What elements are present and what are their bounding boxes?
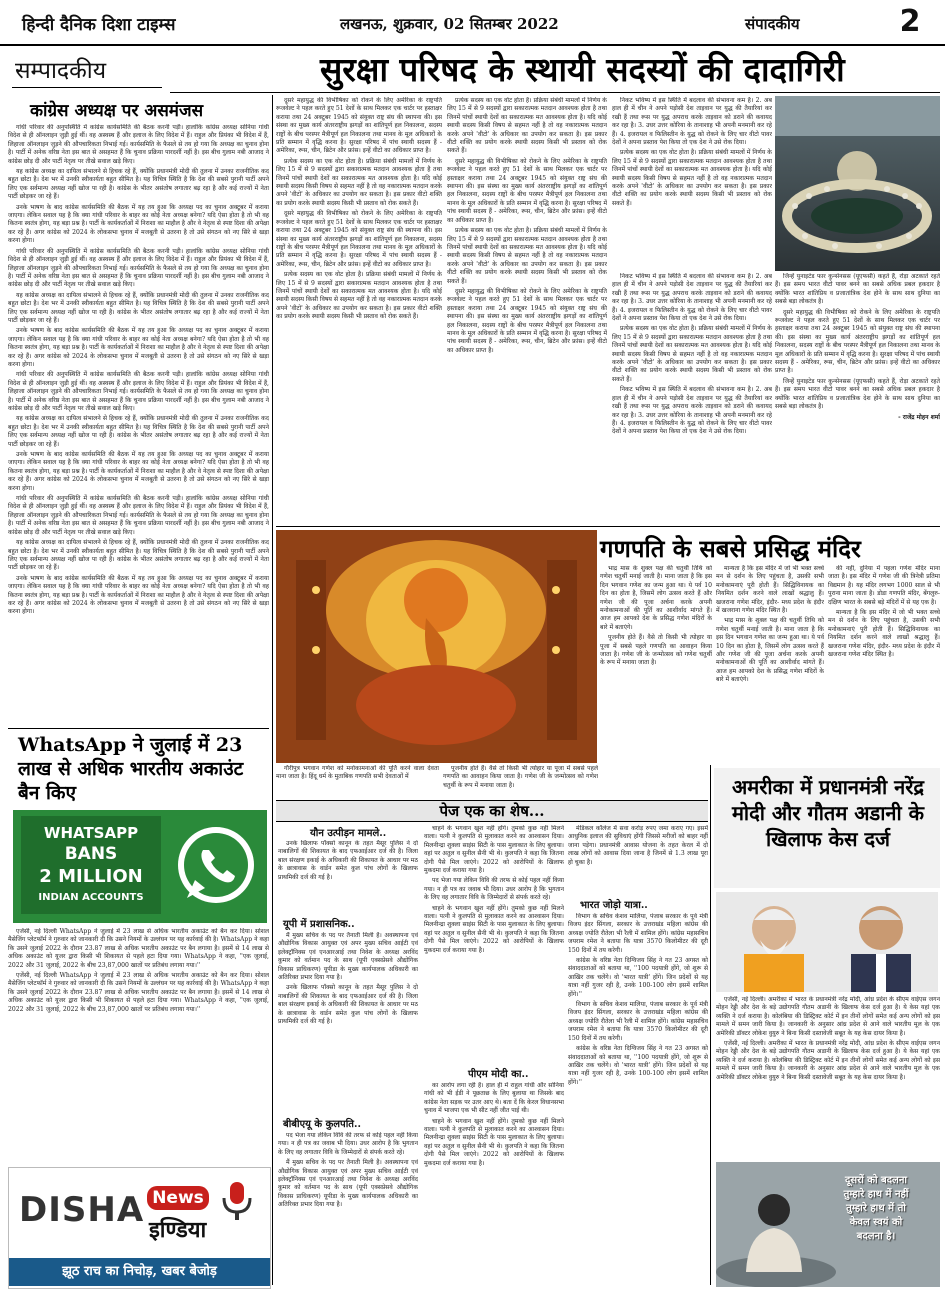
whatsapp-logo-icon [173, 822, 259, 908]
ad-brand: DISHA [19, 1190, 145, 1230]
column-divider [710, 765, 711, 1285]
paragraph: भाद्र मास के शुक्ल पक्ष की चतुर्थी तिथि को गणेश चतुर्थी मनाई जाती है। माना जाता है कि इस दिन भगवान गणेश का जन्म हुआ था। ये पर्व 10 दिन का होता है, जिसमें लोग उत्सव करते हैं और गणेश जी की पूजा अर्चना करके अपनी मनोकामनाओं की पूर्ति का आशीर्वाद मांगते हैं। आज हम आपको देश के प्रसिद्ध गणेश मंदिरों के बारे में बताएंगे। [600, 565, 712, 631]
banner-count: 2 MILLION [39, 866, 143, 887]
divider [12, 87, 162, 88]
paragraph: उनके खिलाफ पॉक्सो कानून के तहत मैसूर पुलिस ने दो नाबालिगों की शिकायत के बाद एफआईआर दर्ज की है। जिला बाल संरक्षण इकाई के अधिकारी की शिकायत के आधार पर मठ के छात्रावास के वार्डन समेत कुल पांच लोगों के खिलाफ प्राथमिकी दर्ज की गई है। [278, 840, 418, 881]
ganpati-photo-caption [276, 765, 439, 798]
paragraph: जिन्हें युनाइटेड फार कुन्सेनसस (यूएफसी) कहते हैं, रोड़ा अटकाते रहते हैं। इस समय भारत वीटो पावर बनने का सबसे अधिक प्रबल हकदार है क्योंकि भारत शांतिप्रिय व प्रजातांत्रिक देश होने के साथ साथ दुनिया का सबसे बड़ा लोकतंत्र है। [775, 273, 940, 306]
paragraph: उनके भाषण के बाद कांग्रेस कार्यसमिति की बैठक में यह तय हुआ कि अध्यक्ष पद का चुनाव अक्टूबर में कराया जाएगा। लेकिन सवाल यह है कि क्या गांधी परिवार के बाहर का कोई नेता अध्यक्ष बनेगा? यदि ऐसा होता है तो भी वह कितना स्वतंत्र होगा, यह बड़ा प्रश्न है। पार्टी के कार्यकर्ताओं में निराशा का माहौल है और वे नेतृत्व से स्पष्ट दिशा की अपेक्षा कर रहे हैं। अगर कांग्रेस को 2024 के लोकसभा चुनाव में मजबूती से उतरना है तो उसे संगठन को नए सिरे से खड़ा करना होगा। [8, 327, 269, 368]
disha-news-ad [8, 1167, 271, 1289]
quote-line: तुम्हारे हाथ में नहीं [843, 1189, 909, 1200]
paragraph: जिन्हें युनाइटेड फार कुन्सेनसस (यूएफसी) कहते हैं, रोड़ा अटकाते रहते हैं। इस समय भारत वीटो पावर बनने का सबसे अधिक प्रबल हकदार है क्योंकि भारत शांतिप्रिय व प्रजातांत्रिक देश होने के साथ साथ दुनिया का सबसे बड़ा लोकतंत्र है। [775, 377, 940, 411]
ad-tagline-bar [9, 1258, 270, 1286]
modi-adani-headline-box [714, 768, 940, 888]
byline: - राजेंद्र मोहन शर्मा [898, 413, 940, 421]
banner-text-box [21, 816, 161, 914]
ad-news-badge [147, 1186, 209, 1210]
ganpati-col-3 [828, 565, 940, 763]
shesh-article [568, 913, 708, 1287]
banner-sub: INDIAN ACCOUNTS [38, 892, 144, 903]
subheading: यूपी में प्रशासनिक.. [283, 919, 355, 930]
microphone-icon [214, 1178, 259, 1223]
ganpati-col-2 [716, 565, 824, 763]
paragraph: उनके भाषण के बाद कांग्रेस कार्यसमिति की बैठक में यह तय हुआ कि अध्यक्ष पद का चुनाव अक्टूबर में कराया जाएगा। लेकिन सवाल यह है कि क्या गांधी परिवार के बाहर का कोई नेता अध्यक्ष बनेगा? यदि ऐसा होता है तो भी वह कितना स्वतंत्र होगा, यह बड़ा प्रश्न है। पार्टी के कार्यकर्ताओं में निराशा का माहौल है और वे नेतृत्व से स्पष्ट दिशा की अपेक्षा कर रहे हैं। अगर कांग्रेस को 2024 के लोकसभा चुनाव में मजबूती से उतरना है तो उसे संगठन को नए सिरे से खड़ा करना होगा। [8, 203, 269, 245]
paragraph: मान्यता है कि इस मंदिर में जो भी भक्त सच्चे मन से दर्शन के लिए पहुंचता है, उसकी सभी मनोकामनाएं पूरी होती हैं। सिद्धिविनायक का नियमित दर्शन करने वाले लाखों श्रद्धालु हैं। खजराना गणेश मंदिर, इंदौर- मध्य प्रदेश के इंदौर में खजराना गणेश मंदिर स्थित है। [716, 565, 824, 615]
subheading: पीएम मोदी का.. [468, 1069, 529, 1080]
paragraph: प्रत्येक सदस्य का एक वोट होता है। प्रक्रिया संबंधी मामलों में निर्णय के लिए 15 में से 9 सदस्यों द्वारा सकारात्मक मतदान आवश्यक होता है तथा जिनमें पांचों स्थायी देशों का सकारात्मक मत आवश्यक होता है। यदि कोई स्थायी सदस्य किसी विषय से सहमत नहीं है तो वह नकारात्मक मतदान करके अपने 'वीटो' के अधिकार का उपयोग कर सकता है। इस प्रकार वीटो शक्ति का प्रयोग करके स्थायी सदस्य किसी भी प्रस्ताव को रोक सकते हैं। [612, 325, 772, 383]
paragraph: उनके भाषण के बाद कांग्रेस कार्यसमिति की बैठक में यह तय हुआ कि अध्यक्ष पद का चुनाव अक्टूबर में कराया जाएगा। लेकिन सवाल यह है कि क्या गांधी परिवार के बाहर का कोई नेता अध्यक्ष बनेगा? यदि ऐसा होता है तो भी वह कितना स्वतंत्र होगा, यह बड़ा प्रश्न है। पार्टी के कार्यकर्ताओं में निराशा का माहौल है और वे नेतृत्व से स्पष्ट दिशा की अपेक्षा कर रहे हैं। अगर कांग्रेस को 2024 के लोकसभा चुनाव में मजबूती से उतरना है तो उसे संगठन को नए सिरे से खड़ा करना होगा। [8, 451, 269, 492]
paragraph: एजेंसी, नई दिल्ली। अमरीका में भारत के प्रधानमंत्री नरेंद्र मोदी, आंध्र प्रदेश के सीएम वाईएस जगन मोहन रेड्डी और देश के बड़े उद्योगपति गौतम अडानी के खिलाफ केस दर्ज हुआ है। ये केस यहां एक व्यक्ति ने दर्ज कराया है। कोलंबिया की डिस्ट्रिक्ट कोर्ट में इन तीनों लोगों समेत कई अन्य लोगों को इस मामले में समन जारी किया है। जानकारी के अनुसार आंध्र प्रदेश से आने वाले भारतीय मूल के एक अमेरिकी डॉक्टर लोकेश वुयुरु ने बिना किसी दस्तावेजी सबूत के यह केस दायर किया है। [716, 1040, 940, 1081]
paragraph: गांधी परिवार की अनुपस्थिति में कांग्रेस कार्यसमिति की बैठक करनी पड़ी। हालांकि कांग्रेस अध्यक्ष सोनिया गांधी विदेश से ही ऑनलाइन जुड़ी हुई थीं। वह अस्वस्थ हैं और इलाज के लिए विदेश में हैं। राहुल और प्रियंका भी विदेश में हैं, लिहाजा ऑनलाइन जुड़ने की औपचारिकता निभाई गई। कार्यसमिति के फैसले से तय हो गया कि अध्यक्ष का चुनाव होना है। पार्टी में अनेक वरिष्ठ नेता इस बात से असहमत हैं कि चुनाव प्रक्रिया पारदर्शी नहीं है। इस बीच गुलाम नबी आजाद ने कांग्रेस छोड़ दी और पार्टी नेतृत्व पर तीखे सवाल खड़े किए। [8, 247, 269, 289]
ad-sub: इण्डिया [149, 1217, 207, 1243]
paragraph: प्रत्येक सदस्य का एक वोट होता है। प्रक्रिया संबंधी मामलों में निर्णय के लिए 15 में से 9 सदस्यों द्वारा सकारात्मक मतदान आवश्यक होता है तथा जिनमें पांचों स्थायी देशों का सकारात्मक मत आवश्यक होता है। यदि कोई स्थायी सदस्य किसी विषय से सहमत नहीं है तो वह नकारात्मक मतदान करके अपने 'वीटो' के अधिकार का उपयोग कर सकता है। इस प्रकार वीटो शक्ति का प्रयोग करके स्थायी सदस्य किसी भी प्रस्ताव को रोक सकते हैं। [447, 97, 607, 155]
shesh-article [424, 1082, 564, 1287]
paragraph: चाहने के भगवान खुश नहीं होंगे। तुमको कुछ नहीं मिलने वाला। पत्नी ने कुलपति से मुलाकात करने का आश्वासन दिया। मिलनीन्द्रा शुक्ला साइंस सिटी के पास मुलाकात के लिए बुलाया। वहां पर अतुल व सुनील सैनी भी थे। कुलपति ने कहा कि जितना दोगी पैसे मिल जाएंगे। 2022 को आरोपियों के खिलाफ मुकदमा दर्ज कराया गया है। [424, 825, 564, 875]
paragraph: निकट भविष्य में इस स्थिति में बदलाव की संभावना कम है। 2. अब हाल ही में चीन ने अपने पड़ोसी देश ताइवान पर युद्ध की तैयारियां कर रखी हैं तथा रूस पर युद्ध अपराध करके ताइवान को डराने की कवायद कर रहा है। 3. उधर उत्तर कोरिया के तानाशाह भी अपनी मनमानी कर रहे हैं। 4. इजरायल व फिलिस्तीन के युद्ध को रोकने के लिए चार वीटो पावर देशों ने अपना प्रस्ताव पेश किया तो एक देश ने उसे रोक दिया। [612, 386, 772, 436]
paragraph: विभाग के सचिव केशव मालिया, पंजाब सरकार के पूर्व मंत्री विजय इंदर सिंगला, सरकार के उत्तराखंड महिला कांग्रेस की अध्यक्ष ज्योति रौतेला भी रैली में शामिल होंगे। कांग्रेस महासचिव जयराम रमेश ने बताया कि यात्रा 3570 किलोमीटर की दूरी 150 दिनों में तय करेगी। [568, 913, 708, 954]
paragraph: कांग्रेस के वरिष्ठ नेता दिग्विजय सिंह ने गत 23 अगस्त को संवाददाताओं को बताया था, ''100 पदयात्री होंगे, जो शुरू से आखिर तक चलेंगे। वो 'भारत यात्री' होंगे। जिन प्रदेशों से यह यात्रा नहीं गुजर रही है, उनके 100-100 लोग इसमें शामिल होंगे।'' [568, 957, 708, 998]
banner-bans: BANS [64, 844, 118, 864]
security-col-1 [276, 97, 442, 522]
page-number: 2 [899, 4, 921, 39]
shesh-article [278, 1132, 418, 1287]
paragraph: पूजनीय होते हैं। वैसे तो किसी भी त्योहार या पूजा में सबसे पहले गणपति का आवाहन किया जाता है। गणेश जी के जन्मोत्सव को गणेश चतुर्थी के रूप में मनाया जाता है। [600, 634, 712, 667]
paragraph: पद भेजा गया लेकिन विवि की तरफ से कोई पहल नहीं किया गया। न ही पत्र का जवाब भी दिया। उधर आरोप है कि भुगतान के लिए वह लगातार विवि के जिम्मेदारों से संपर्क करते रहे। [424, 877, 564, 902]
ad-tagline: झूठ राच का निचोड़, खबर बेजोड़ [62, 1264, 217, 1279]
paragraph: यह कांग्रेस अध्यक्ष का दायित्व संभालने से हिचक रहे हैं, क्योंकि प्रधानमंत्री मोदी की तुलना में उनका राजनीतिक कद बहुत छोटा है। देश भर में उनकी स्वीकार्यता बहुत सीमित है। यह विचित्र स्थिति है कि देश की सबसे पुरानी पार्टी अपने लिए एक सर्वमान्य अध्यक्ष नहीं खोज पा रही है। कांग्रेस के भीतर असंतोष लगातार बढ़ रहा है और कई राज्यों में नेता पार्टी छोड़कर जा रहे हैं। [8, 168, 269, 201]
paragraph: यह कांग्रेस अध्यक्ष का दायित्व संभालने से हिचक रहे हैं, क्योंकि प्रधानमंत्री मोदी की तुलना में उनका राजनीतिक कद बहुत छोटा है। देश भर में उनकी स्वीकार्यता बहुत सीमित है। यह विचित्र स्थिति है कि देश की सबसे पुरानी पार्टी अपने लिए एक सर्वमान्य अध्यक्ष नहीं खोज पा रही है। कांग्रेस के भीतर असंतोष लगातार बढ़ रहा है और कई राज्यों में नेता पार्टी छोड़कर जा रहे हैं। [8, 415, 269, 448]
shesh-article [424, 825, 564, 1065]
shesh-article [278, 932, 418, 1107]
quote-line: दूसरों को बदलना [845, 1175, 907, 1186]
divider [170, 92, 940, 93]
divider [8, 728, 269, 729]
paragraph: दूसरे महायुद्ध की विभीषिका को रोकने के लिए अमेरिका के राष्ट्रपति रूजवेल्ट ने पहल करते हुए 51 देशों के साथ मिलकर एक चार्टर पर हस्ताक्षर कराया तथा 24 अक्टूबर 1945 को संयुक्त राष्ट्र संघ की स्थापना की। इस संस्था का मुख्य कार्य अंतरराष्ट्रीय झगड़ों का शांतिपूर्ण हल निकालना, सदस्य राष्ट्रों के बीच परस्पर मैत्रीपूर्ण हल निकालना तथा मानव के मूल अधिकारों के प्रति सम्मान में वृद्धि करना है। सुरक्षा परिषद में पांच स्थायी सदस्य हैं - अमेरिका, रूस, चीन, ब्रिटेन और फ्रांस। इन्हें वीटो का अधिकार प्राप्त है। [276, 97, 442, 155]
paragraph: गांधी परिवार की अनुपस्थिति में कांग्रेस कार्यसमिति की बैठक करनी पड़ी। हालांकि कांग्रेस अध्यक्ष सोनिया गांधी विदेश से ही ऑनलाइन जुड़ी हुई थीं। वह अस्वस्थ हैं और इलाज के लिए विदेश में हैं। राहुल और प्रियंका भी विदेश में हैं, लिहाजा ऑनलाइन जुड़ने की औपचारिकता निभाई गई। कार्यसमिति के फैसले से तय हो गया कि अध्यक्ष का चुनाव होना है। पार्टी में अनेक वरिष्ठ नेता इस बात से असहमत हैं कि चुनाव प्रक्रिया पारदर्शी नहीं है। इस बीच गुलाम नबी आजाद ने कांग्रेस छोड़ दी और पार्टी नेतृत्व पर तीखे सवाल खड़े किए। [8, 495, 269, 536]
quote-line: केवल स्वयं को [849, 1217, 903, 1228]
paragraph: गांधी परिवार की अनुपस्थिति में कांग्रेस कार्यसमिति की बैठक करनी पड़ी। हालांकि कांग्रेस अध्यक्ष सोनिया गांधी विदेश से ही ऑनलाइन जुड़ी हुई थीं। वह अस्वस्थ हैं और इलाज के लिए विदेश में हैं। राहुल और प्रियंका भी विदेश में हैं, लिहाजा ऑनलाइन जुड़ने की औपचारिकता निभाई गई। कार्यसमिति के फैसले से तय हो गया कि अध्यक्ष का चुनाव होना है। पार्टी में अनेक वरिष्ठ नेता इस बात से असहमत हैं कि चुनाव प्रक्रिया पारदर्शी नहीं है। इस बीच गुलाम नबी आजाद ने कांग्रेस छोड़ दी और पार्टी नेतृत्व पर तीखे सवाल खड़े किए। [8, 124, 269, 165]
paragraph: प्रत्येक सदस्य का एक वोट होता है। प्रक्रिया संबंधी मामलों में निर्णय के लिए 15 में से 9 सदस्यों द्वारा सकारात्मक मतदान आवश्यक होता है तथा जिनमें पांचों स्थायी देशों का सकारात्मक मत आवश्यक होता है। यदि कोई स्थायी सदस्य किसी विषय से सहमत नहीं है तो वह नकारात्मक मतदान करके अपने 'वीटो' के अधिकार का उपयोग कर सकता है। इस प्रकार वीटो शक्ति का प्रयोग करके स्थायी सदस्य किसी भी प्रस्ताव को रोक सकते हैं। [276, 271, 442, 321]
paragraph: उनके भाषण के बाद कांग्रेस कार्यसमिति की बैठक में यह तय हुआ कि अध्यक्ष पद का चुनाव अक्टूबर में कराया जाएगा। लेकिन सवाल यह है कि क्या गांधी परिवार के बाहर का कोई नेता अध्यक्ष बनेगा? यदि ऐसा होता है तो भी वह कितना स्वतंत्र होगा, यह बड़ा प्रश्न है। पार्टी के कार्यकर्ताओं में निराशा का माहौल है और वे नेतृत्व से स्पष्ट दिशा की अपेक्षा कर रहे हैं। अगर कांग्रेस को 2024 के लोकसभा चुनाव में मजबूती से उतरना है तो उसे संगठन को नए सिरे से खड़ा करना होगा। [8, 574, 269, 616]
paragraph: मैं मुख्य सचिव के पद पर तैनाती मिली है। अवस्थापना एवं औद्योगिक विकास आयुक्त एवं अपर मुख्य सचिव आईटी एवं इलेक्ट्रॉनिक्स एवं एनआरआई तथा निवेश के अध्यक्ष अरविंद कुमार को वर्तमान पद के साथ (यूपी एक्सप्रेसवे औद्योगिक विकास प्राधिकरण) यूपीडा के मुख्य कार्यपालक अधिकारी का अतिरिक्त प्रभार दिया गया है। [278, 1159, 418, 1209]
paragraph: प्रत्येक सदस्य का एक वोट होता है। प्रक्रिया संबंधी मामलों में निर्णय के लिए 15 में से 9 सदस्यों द्वारा सकारात्मक मतदान आवश्यक होता है तथा जिनमें पांचों स्थायी देशों का सकारात्मक मत आवश्यक होता है। यदि कोई स्थायी सदस्य किसी विषय से सहमत नहीं है तो वह नकारात्मक मतदान करके अपने 'वीटो' के अधिकार का उपयोग कर सकता है। इस प्रकार वीटो शक्ति का प्रयोग करके स्थायी सदस्य किसी भी प्रस्ताव को रोक सकते हैं। [447, 227, 607, 285]
whatsapp-banner [13, 810, 267, 923]
banner-title: WHATSAPP [43, 824, 139, 842]
security-col-3 [612, 97, 772, 267]
paragraph: विभाग के सचिव केशव मालिया, पंजाब सरकार के पूर्व मंत्री विजय इंदर सिंगला, सरकार के उत्तराखंड महिला कांग्रेस की अध्यक्ष ज्योति रौतेला भी रैली में शामिल होंगे। कांग्रेस महासचिव जयराम रमेश ने बताया कि यात्रा 3570 किलोमीटर की दूरी 150 दिनों में तय करेगी। [568, 1001, 708, 1042]
paragraph: प्रत्येक सदस्य का एक वोट होता है। प्रक्रिया संबंधी मामलों में निर्णय के लिए 15 में से 9 सदस्यों द्वारा सकारात्मक मतदान आवश्यक होता है तथा जिनमें पांचों स्थायी देशों का सकारात्मक मत आवश्यक होता है। यदि कोई स्थायी सदस्य किसी विषय से सहमत नहीं है तो वह नकारात्मक मतदान करके अपने 'वीटो' के अधिकार का उपयोग कर सकता है। इस प्रकार वीटो शक्ति का प्रयोग करके स्थायी सदस्य किसी भी प्रस्ताव को रोक सकते हैं। [612, 149, 772, 207]
paragraph: उनके खिलाफ पॉक्सो कानून के तहत मैसूर पुलिस ने दो नाबालिगों की शिकायत के बाद एफआईआर दर्ज की है। जिला बाल संरक्षण इकाई के अधिकारी की शिकायत के आधार पर मठ के छात्रावास के वार्डन समेत कुल पांच लोगों के खिलाफ प्राथमिकी दर्ज की गई है। [278, 984, 418, 1026]
paragraph: निकट भविष्य में इस स्थिति में बदलाव की संभावना कम है। 2. अब हाल ही में चीन ने अपने पड़ोसी देश ताइवान पर युद्ध की तैयारियां कर रखी हैं तथा रूस पर युद्ध अपराध करके ताइवान को डराने की कवायद कर रहा है। 3. उधर उत्तर कोरिया के तानाशाह भी अपनी मनमानी कर रहे हैं। 4. इजरायल व फिलिस्तीन के युद्ध को रोकने के लिए चार वीटो पावर देशों ने अपना प्रस्ताव पेश किया तो एक देश ने उसे रोक दिया। [612, 273, 772, 323]
paragraph: मेडिकल कॉलेज में सवा करोड़ रुपए जमा कराए गए। इसमें आधुनिक इलाज की सुविधाएं होंगी जिससे मरीजों को बाहर नहीं जाना पड़ेगा। प्रधानमंत्री आवास योजना के तहत केरल में दो लाख लोगों को आवास दिया जाना है जिनमें से 1.3 लाख पूरा हो चुका है। [568, 825, 708, 866]
shesh-article [278, 840, 418, 915]
subheading: भारत जोड़ो यात्रा.. [580, 900, 648, 911]
caption: गौरीपुत्र भगवान गणेश को मनोकामनाओं की पूर्ति करने वाला देवता माना जाता है। हिंदू धर्म के मुताबिक गणपति सभी देवताओं में [276, 765, 439, 781]
paragraph: कांग्रेस के वरिष्ठ नेता दिग्विजय सिंह ने गत 23 अगस्त को संवाददाताओं को बताया था, ''100 पदयात्री होंगे, जो शुरू से आखिर तक चलेंगे। वो 'भारत यात्री' होंगे। जिन प्रदेशों से यह यात्रा नहीं गुजर रही है, उनके 100-100 लोग इसमें शामिल होंगे।'' [568, 1045, 708, 1086]
paragraph: दूसरे महायुद्ध की विभीषिका को रोकने के लिए अमेरिका के राष्ट्रपति रूजवेल्ट ने पहल करते हुए 51 देशों के साथ मिलकर एक चार्टर पर हस्ताक्षर कराया तथा 24 अक्टूबर 1945 को संयुक्त राष्ट्र संघ की स्थापना की। इस संस्था का मुख्य कार्य अंतरराष्ट्रीय झगड़ों का शांतिपूर्ण हल निकालना, सदस्य राष्ट्रों के बीच परस्पर मैत्रीपूर्ण हल निकालना तथा मानव के मूल अधिकारों के प्रति सम्मान में वृद्धि करना है। सुरक्षा परिषद में पांच स्थायी सदस्य हैं - अमेरिका, रूस, चीन, ब्रिटेन और फ्रांस। इन्हें वीटो का अधिकार प्राप्त है। [447, 287, 607, 354]
ad-brand-2: News [152, 1188, 204, 1208]
modi-adani-headline: अमरीका में प्रधानमंत्री नरेंद्र मोदी और गौतम अडानी के खिलाफ केस दर्ज [731, 775, 925, 851]
paragraph: प्रत्येक सदस्य का एक वोट होता है। प्रक्रिया संबंधी मामलों में निर्णय के लिए 15 में से 9 सदस्यों द्वारा सकारात्मक मतदान आवश्यक होता है तथा जिनमें पांचों स्थायी देशों का सकारात्मक मत आवश्यक होता है। यदि कोई स्थायी सदस्य किसी विषय से सहमत नहीं है तो वह नकारात्मक मतदान करके अपने 'वीटो' के अधिकार का उपयोग कर सकता है। इस प्रकार वीटो शक्ति का प्रयोग करके स्थायी सदस्य किसी भी प्रस्ताव को रोक सकते हैं। [276, 157, 442, 207]
paragraph: निकट भविष्य में इस स्थिति में बदलाव की संभावना कम है। 2. अब हाल ही में चीन ने अपने पड़ोसी देश ताइवान पर युद्ध की तैयारियां कर रखी हैं तथा रूस पर युद्ध अपराध करके ताइवान को डराने की कवायद कर रहा है। 3. उधर उत्तर कोरिया के तानाशाह भी अपनी मनमानी कर रहे हैं। 4. इजरायल व फिलिस्तीन के युद्ध को रोकने के लिए चार वीटो पावर देशों ने अपना प्रस्ताव पेश किया तो एक देश ने उसे रोक दिया। [612, 97, 772, 147]
paragraph: का आरोप लगा रही है। हाल ही में राहुल गांधी और सोनिया गांधी को भी ईडी ने पूछताछ के लिए बुलाया था जिसके बाद कांग्रेस नेता सड़क पर उतर आए थे। बता दें कि केरल विधानसभा चुनाव में भाजपा एक भी सीट नहीं जीत पाई थी। [424, 1082, 564, 1115]
shesh-article [568, 825, 708, 895]
whatsapp-headline: WhatsApp ने जुलाई में 23 लाख से अधिक भारतीय अकाउंट बैन किए [18, 734, 244, 804]
congress-headline: कांग्रेस अध्यक्ष पर असमंजस [30, 101, 204, 121]
modi-adani-photo [716, 892, 938, 992]
security-col-2 [447, 97, 607, 522]
quote-line: बदलना है। [856, 1231, 896, 1242]
paragraph: पद भेजा गया लेकिन विवि की तरफ से कोई पहल नहीं किया गया। न ही पत्र का जवाब भी दिया। उधर आरोप है कि भुगतान के लिए वह लगातार विवि के जिम्मेदारों से संपर्क करते रहे। [278, 1132, 418, 1156]
ganpati-idol-photo [276, 530, 597, 763]
paragraph: भाद्र मास के शुक्ल पक्ष की चतुर्थी तिथि को गणेश चतुर्थी मनाई जाती है। माना जाता है कि इस दिन भगवान गणेश का जन्म हुआ था। ये पर्व 10 दिन का होता है, जिसमें लोग उत्सव करते हैं और गणेश जी की पूजा अर्चना करके अपनी मनोकामनाओं की पूर्ति का आशीर्वाद मांगते हैं। आज हम आपको देश के प्रसिद्ध गणेश मंदिरों के बारे में बताएंगे। [716, 617, 824, 684]
subheading: बीबीएयू के कुलपति.. [283, 1119, 361, 1130]
paragraph: की नहीं, दुनिया में पहला गणेश मंदिर माना जाता है। इस मंदिर में गणेश जी की त्रिनेत्री प्रतिमा विद्यमान है। यह मंदिर लगभग 1000 साल से भी पुराना माना जाता है। डोडा गणपति मंदिर, बेंगलुरु- दक्षिण भारत के सबसे बड़े मंदिरों में से यह एक है। [828, 565, 940, 606]
subheading: यौन उत्पीड़न मामले.. [310, 828, 387, 839]
paragraph: दूसरे महायुद्ध की विभीषिका को रोकने के लिए अमेरिका के राष्ट्रपति रूजवेल्ट ने पहल करते हुए 51 देशों के साथ मिलकर एक चार्टर पर हस्ताक्षर कराया तथा 24 अक्टूबर 1945 को संयुक्त राष्ट्र संघ की स्थापना की। इस संस्था का मुख्य कार्य अंतरराष्ट्रीय झगड़ों का शांतिपूर्ण हल निकालना, सदस्य राष्ट्रों के बीच परस्पर मैत्रीपूर्ण हल निकालना तथा मानव के मूल अधिकारों के प्रति सम्मान में वृद्धि करना है। सुरक्षा परिषद में पांच स्थायी सदस्य हैं - अमेरिका, रूस, चीन, ब्रिटेन और फ्रांस। इन्हें वीटो का अधिकार प्राप्त है। [276, 210, 442, 268]
ganpati-headline: गणपति के सबसे प्रसिद्ध मंदिर [600, 534, 861, 563]
paragraph: एजेंसी, नई दिल्ली। अमरीका में भारत के प्रधानमंत्री नरेंद्र मोदी, आंध्र प्रदेश के सीएम वाईएस जगन मोहन रेड्डी और देश के बड़े उद्योगपति गौतम अडानी के खिलाफ केस दर्ज हुआ है। ये केस यहां एक व्यक्ति ने दर्ज कराया है। कोलंबिया की डिस्ट्रिक्ट कोर्ट में इन तीनों लोगों समेत कई अन्य लोगों को इस मामले में समन जारी किया है। जानकारी के अनुसार आंध्र प्रदेश से आने वाले भारतीय मूल के एक अमेरिकी डॉक्टर लोकेश वुयुरु ने बिना किसी दस्तावेजी सबूत के यह केस दायर किया है। [716, 996, 940, 1037]
ganpati-col-1 [600, 565, 712, 763]
continued-title: पेज एक का शेष... [439, 802, 545, 820]
paragraph: मान्यता है कि इस मंदिर में जो भी भक्त सच्चे मन से दर्शन के लिए पहुंचता है, उसकी सभी मनोकामनाएं पूरी होती हैं। सिद्धिविनायक का नियमित दर्शन करने वाले लाखों श्रद्धालु हैं। खजराना गणेश मंदिर, इंदौर- मध्य प्रदेश के इंदौर में खजराना गणेश मंदिर स्थित है। [828, 609, 940, 659]
divider [276, 526, 940, 527]
main-headline: सुरक्षा परिषद के स्थायी सदस्यों की दादागिरी [320, 50, 845, 89]
security-col-3b [612, 273, 772, 523]
paragraph: दूसरे महायुद्ध की विभीषिका को रोकने के लिए अमेरिका के राष्ट्रपति रूजवेल्ट ने पहल करते हुए 51 देशों के साथ मिलकर एक चार्टर पर हस्ताक्षर कराया तथा 24 अक्टूबर 1945 को संयुक्त राष्ट्र संघ की स्थापना की। इस संस्था का मुख्य कार्य अंतरराष्ट्रीय झगड़ों का शांतिपूर्ण हल निकालना, सदस्य राष्ट्रों के बीच परस्पर मैत्रीपूर्ण हल निकालना तथा मानव के मूल अधिकारों के प्रति सम्मान में वृद्धि करना है। सुरक्षा परिषद में पांच स्थायी सदस्य हैं - अमेरिका, रूस, चीन, ब्रिटेन और फ्रांस। इन्हें वीटो का अधिकार प्राप्त है। [447, 157, 607, 224]
paragraph: पूजनीय होते हैं। वैसे तो किसी भी त्योहार या पूजा में सबसे पहले गणपति का आवाहन किया जाता है। गणेश जी के जन्मोत्सव को गणेश चतुर्थी के रूप में मनाया जाता है। [443, 765, 598, 789]
paragraph: यह कांग्रेस अध्यक्ष का दायित्व संभालने से हिचक रहे हैं, क्योंकि प्रधानमंत्री मोदी की तुलना में उनका राजनीतिक कद बहुत छोटा है। देश भर में उनकी स्वीकार्यता बहुत सीमित है। यह विचित्र स्थिति है कि देश की सबसे पुरानी पार्टी अपने लिए एक सर्वमान्य अध्यक्ष नहीं खोज पा रही है। कांग्रेस के भीतर असंतोष लगातार बढ़ रहा है और कई राज्यों में नेता पार्टी छोड़कर जा रहे हैं। [8, 291, 269, 324]
place-date: लखनऊ, शुक्रवार, 02 सितम्बर 2022 [340, 15, 559, 33]
column-divider [272, 95, 273, 1285]
quote-image [716, 1162, 940, 1287]
quote-line: तुम्हारे हाथ में तो [846, 1203, 906, 1214]
security-col-4 [775, 273, 940, 523]
section-name: संपादकीय [745, 15, 800, 33]
paragraph: एजेंसी, नई दिल्ली WhatsApp ने जुलाई में 23 लाख से अधिक भारतीय अकाउंट को बैन कर दिया। सोशल मैसेजिंग प्लेटफॉर्म ने गुरुवार को जानकारी दी कि उसने नियमों के उल्लंघन पर यह कार्रवाई की है। WhatsApp ने कहा कि उसने जुलाई 2022 के दौरान 23.87 लाख से अधिक भारतीय अकाउंट पर बैन लगाया है। इसमें से 14 लाख से अधिक अकाउंट को यूजर द्वारा किसी भी शिकायत से पहले हटा दिया गया। WhatsApp ने कहा, ''एक जुलाई, 2022 और 31 जुलाई, 2022 के बीच 23,87,000 खातों पर प्रतिबंध लगाया गया।'' [8, 928, 269, 969]
paragraph: चाहने के भगवान खुश नहीं होंगे। तुमको कुछ नहीं मिलने वाला। पत्नी ने कुलपति से मुलाकात करने का आश्वासन दिया। मिलनीन्द्रा शुक्ला साइंस सिटी के पास मुलाकात के लिए बुलाया। वहां पर अतुल व सुनील सैनी भी थे। कुलपति ने कहा कि जितना दोगी पैसे मिल जाएंगे। 2022 को आरोपियों के खिलाफ मुकदमा दर्ज कराया गया है। [424, 904, 564, 954]
paragraph: दूसरे महायुद्ध की विभीषिका को रोकने के लिए अमेरिका के राष्ट्रपति रूजवेल्ट ने पहल करते हुए 51 देशों के साथ मिलकर एक चार्टर पर हस्ताक्षर कराया तथा 24 अक्टूबर 1945 को संयुक्त राष्ट्र संघ की स्थापना की। इस संस्था का मुख्य कार्य अंतरराष्ट्रीय झगड़ों का शांतिपूर्ण हल निकालना, सदस्य राष्ट्रों के बीच परस्पर मैत्रीपूर्ण हल निकालना तथा मानव के मूल अधिकारों के प्रति सम्मान में वृद्धि करना है। सुरक्षा परिषद में पांच स्थायी सदस्य हैं - अमेरिका, रूस, चीन, ब्रिटेन और फ्रांस। इन्हें वीटो का अधिकार प्राप्त है। [775, 308, 940, 375]
paragraph: गांधी परिवार की अनुपस्थिति में कांग्रेस कार्यसमिति की बैठक करनी पड़ी। हालांकि कांग्रेस अध्यक्ष सोनिया गांधी विदेश से ही ऑनलाइन जुड़ी हुई थीं। वह अस्वस्थ हैं और इलाज के लिए विदेश में हैं। राहुल और प्रियंका भी विदेश में हैं, लिहाजा ऑनलाइन जुड़ने की औपचारिकता निभाई गई। कार्यसमिति के फैसले से तय हो गया कि अध्यक्ष का चुनाव होना है। पार्टी में अनेक वरिष्ठ नेता इस बात से असहमत हैं कि चुनाव प्रक्रिया पारदर्शी नहीं है। इस बीच गुलाम नबी आजाद ने कांग्रेस छोड़ दी और पार्टी नेतृत्व पर तीखे सवाल खड़े किए। [8, 371, 269, 412]
masthead [0, 0, 945, 46]
paragraph: एजेंसी, नई दिल्ली WhatsApp ने जुलाई में 23 लाख से अधिक भारतीय अकाउंट को बैन कर दिया। सोशल मैसेजिंग प्लेटफॉर्म ने गुरुवार को जानकारी दी कि उसने नियमों के उल्लंघन पर यह कार्रवाई की है। WhatsApp ने कहा कि उसने जुलाई 2022 के दौरान 23.87 लाख से अधिक भारतीय अकाउंट पर बैन लगाया है। इसमें से 14 लाख से अधिक अकाउंट को यूजर द्वारा किसी भी शिकायत से पहले हटा दिया गया। WhatsApp ने कहा, ''एक जुलाई, 2022 और 31 जुलाई, 2022 के बीच 23,87,000 खातों पर प्रतिबंध लगाया गया।'' [8, 972, 269, 1013]
paragraph: चाहने के भगवान खुश नहीं होंगे। तुमको कुछ नहीं मिलने वाला। पत्नी ने कुलपति से मुलाकात करने का आश्वासन दिया। मिलनीन्द्रा शुक्ला साइंस सिटी के पास मुलाकात के लिए बुलाया। वहां पर अतुल व सुनील सैनी भी थे। कुलपति ने कहा कि जितना दोगी पैसे मिल जाएंगे। 2022 को आरोपियों के खिलाफ मुकदमा दर्ज कराया गया है। [424, 1117, 564, 1167]
continued-banner [276, 800, 708, 822]
ganpati-col-0 [443, 765, 598, 798]
paper-name: हिन्दी दैनिक दिशा टाइम्स [22, 15, 176, 35]
quote-text [816, 1174, 936, 1244]
modi-adani-article [716, 996, 940, 1158]
whatsapp-article [8, 928, 269, 1163]
paragraph: यह कांग्रेस अध्यक्ष का दायित्व संभालने से हिचक रहे हैं, क्योंकि प्रधानमंत्री मोदी की तुलना में उनका राजनीतिक कद बहुत छोटा है। देश भर में उनकी स्वीकार्यता बहुत सीमित है। यह विचित्र स्थिति है कि देश की सबसे पुरानी पार्टी अपने लिए एक सर्वमान्य अध्यक्ष नहीं खोज पा रही है। कांग्रेस के भीतर असंतोष लगातार बढ़ रहा है और कई राज्यों में नेता पार्टी छोड़कर जा रहे हैं। [8, 539, 269, 572]
editorial-label: सम्पादकीय [15, 58, 107, 84]
paragraph: मैं मुख्य सचिव के पद पर तैनाती मिली है। अवस्थापना एवं औद्योगिक विकास आयुक्त एवं अपर मुख्य सचिव आईटी एवं इलेक्ट्रॉनिक्स एवं एनआरआई तथा निवेश के अध्यक्ष अरविंद कुमार को वर्तमान पद के साथ (यूपी एक्सप्रेसवे औद्योगिक विकास प्राधिकरण) यूपीडा के मुख्य कार्यपालक अधिकारी का अतिरिक्त प्रभार दिया गया है। [278, 932, 418, 982]
un-security-council-photo [775, 96, 940, 271]
